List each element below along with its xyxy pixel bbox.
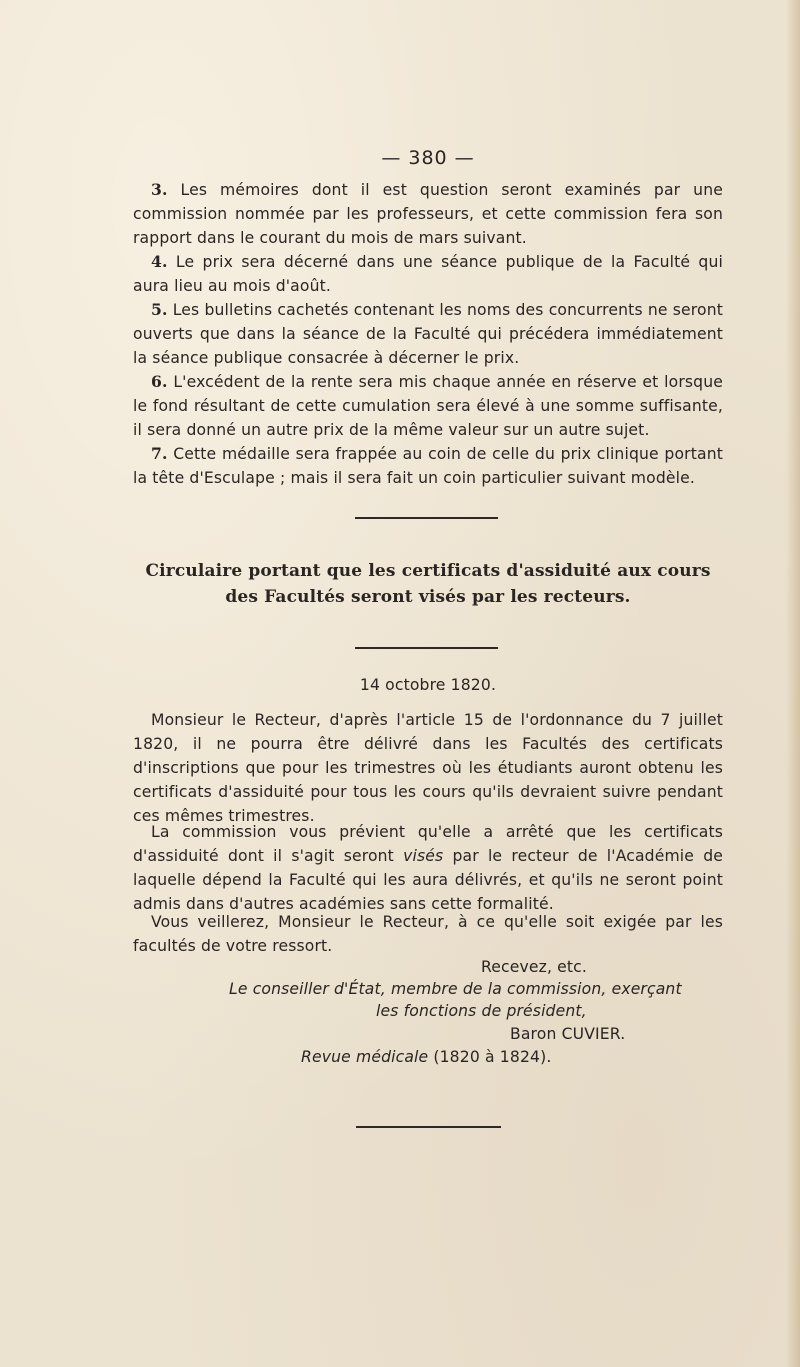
article-text: Les mémoires dont il est question seront examinés par une commission nommée par les professeurs, et cette commission fera son rapport dans le courant du mois de mars suivant. [133,181,723,247]
article-text: Les bulletins cachetés contenant les noms des concurrents ne seront ouverts que dans la séance de la Faculté qui précédera immédiatement la séance publique consacrée à décerner le prix. [133,301,723,367]
paragraph-text: Monsieur le Recteur, d'après l'article 15 de l'ordonnance du 7 juillet 1820, il ne pourra être délivré dans les Facultés des certificats d'inscriptions que pour les trimestres où les étudiants auront obtenu les certificats d'assiduité pour tous les cours qu'ils devraient suivre pendant ces mêmes trimestres. [133,711,723,825]
body-paragraph-2 [133,820,723,916]
signatory-title-line-2: les fonctions de président, [376,1002,587,1020]
page-number: — 380 — [381,147,475,169]
article-text: Cette médaille sera frappée au coin de celle du prix clinique portant la tête d'Esculape ; mais il sera fait un coin particulier suivant modèle. [133,445,723,487]
article-5 [133,298,723,370]
body-paragraph-1 [133,708,723,828]
article-number: 7. [151,444,168,463]
circular-heading [133,558,723,610]
article-4 [133,250,723,298]
signature: Baron CUVIER. [510,1025,626,1043]
section-divider-top [355,517,498,519]
source-years: (1820 à 1824). [428,1048,552,1066]
article-number: 3. [151,180,168,199]
source-title: Revue médicale [301,1048,429,1066]
section-divider-bottom [356,1126,501,1128]
paragraph-italic-word: visés [403,847,444,865]
heading-line-1: Circulaire portant que les certificats d'assiduité aux cours [145,561,711,581]
closing-greeting: Recevez, etc. [481,958,588,976]
source-citation [301,1045,551,1069]
heading-line-2: des Facultés seront visés par les recteurs. [225,587,631,607]
article-number: 4. [151,252,168,271]
article-text: Le prix sera décerné dans une séance publique de la Faculté qui aura lieu au mois d'août. [133,253,723,295]
article-text: L'excédent de la rente sera mis chaque année en réserve et lorsque le fond résultant de cette cumulation sera élevé à une somme suffisante, il sera donné un autre prix de la même valeur sur un autre sujet. [133,373,723,439]
signatory-title-line-1: Le conseiller d'État, membre de la commission, exerçant [229,980,682,998]
circular-date: 14 octobre 1820. [359,676,497,694]
body-paragraph-3 [133,910,723,958]
article-3 [133,178,723,250]
paragraph-text-after: par le recteur de l'Académie de laquelle dépend la Faculté qui les aura délivrés, et qu'ils ne seront point admis dans d'autres académies sans cette formalité. [133,847,724,913]
paragraph-text-before: La commission vous prévient qu'elle a arrêté que les certificats d'assiduité dont il s'agit seront [133,823,723,865]
article-6 [133,370,723,442]
page-edge-shadow [786,0,800,1367]
section-divider-middle [355,647,498,649]
paragraph-text: Vous veillerez, Monsieur le Recteur, à ce qu'elle soit exigée par les facultés de votre ressort. [133,913,723,955]
article-7 [133,442,723,490]
article-number: 5. [151,300,168,319]
article-number: 6. [151,372,168,391]
